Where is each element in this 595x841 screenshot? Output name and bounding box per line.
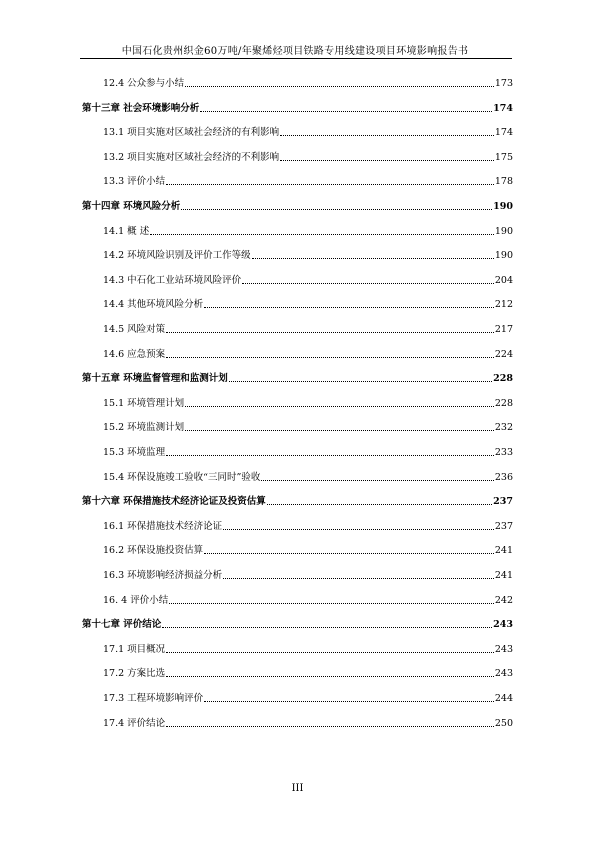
dot-leader xyxy=(185,430,494,431)
toc-entry-page: 224 xyxy=(494,348,513,360)
toc-section-entry[interactable] xyxy=(103,543,513,557)
toc-chapter-entry[interactable] xyxy=(82,494,513,508)
dot-leader xyxy=(223,578,494,579)
toc-section-entry[interactable] xyxy=(103,248,513,262)
toc-entry-page: 237 xyxy=(493,496,513,508)
dot-leader xyxy=(166,652,494,653)
toc-entry-page: 190 xyxy=(494,250,513,262)
toc-entry-label: 14.1 概 述 xyxy=(103,225,150,237)
toc-section-entry[interactable] xyxy=(103,150,513,164)
toc-entry-label: 13.3 评价小结 xyxy=(103,176,166,188)
toc-section-entry[interactable] xyxy=(103,519,513,533)
toc-chapter-entry[interactable] xyxy=(82,617,513,631)
toc-section-entry[interactable] xyxy=(103,125,513,139)
toc-entry-page: 204 xyxy=(494,274,513,286)
toc-entry-page: 190 xyxy=(494,225,513,237)
toc-section-entry[interactable] xyxy=(103,666,513,680)
dot-leader xyxy=(267,504,492,505)
toc-section-entry[interactable] xyxy=(103,445,513,459)
toc-entry-label: 13.2 项目实施对区域社会经济的不利影响 xyxy=(103,151,280,163)
toc-entry-page: 242 xyxy=(494,594,513,606)
toc-entry-label: 15.3 环境监理 xyxy=(103,447,166,458)
running-header: 中国石化贵州织金60万吨/年聚烯烃项目铁路专用线建设项目环境影响报告书 xyxy=(121,46,469,57)
dot-leader xyxy=(166,184,494,185)
dot-leader xyxy=(200,111,492,112)
toc-entry-label: 16. 4 评价小结 xyxy=(103,594,169,606)
dot-leader xyxy=(242,283,494,284)
toc-entry-page: 217 xyxy=(494,324,513,335)
toc-section-entry[interactable] xyxy=(103,568,513,582)
dot-leader xyxy=(204,553,494,554)
toc-section-entry[interactable] xyxy=(103,347,513,361)
toc-entry-page: 237 xyxy=(494,520,513,532)
toc-entry-page: 173 xyxy=(494,78,513,89)
dot-leader xyxy=(166,676,494,677)
toc-section-entry[interactable] xyxy=(103,322,513,336)
toc-entry-page: 244 xyxy=(494,693,513,704)
toc-entry-label: 17.3 工程环境影响评价 xyxy=(103,693,204,704)
toc-section-entry[interactable] xyxy=(103,593,513,607)
dot-leader xyxy=(181,209,492,210)
dot-leader xyxy=(204,307,494,308)
toc-entry-label: 15.1 环境管理计划 xyxy=(103,397,185,409)
dot-leader xyxy=(204,701,494,702)
toc-entry-page: 190 xyxy=(493,201,513,212)
dot-leader xyxy=(261,480,493,481)
toc-entry-page: 243 xyxy=(493,619,513,631)
header-rule xyxy=(80,58,512,59)
toc-section-entry[interactable] xyxy=(103,76,513,90)
toc-entry-label: 第十七章 评价结论 xyxy=(82,619,162,631)
toc-section-entry[interactable] xyxy=(103,396,513,410)
toc-entry-page: 175 xyxy=(494,151,513,163)
toc-entry-page: 241 xyxy=(494,570,513,581)
toc-section-entry[interactable] xyxy=(103,716,513,730)
toc-entry-label: 15.2 环境监测计划 xyxy=(103,422,185,434)
toc-section-entry[interactable] xyxy=(103,642,513,656)
toc-section-entry[interactable] xyxy=(103,224,513,238)
toc-entry-label: 17.2 方案比选 xyxy=(103,668,166,680)
dot-leader xyxy=(166,357,494,358)
dot-leader xyxy=(280,160,494,161)
toc-entry-page: 174 xyxy=(493,102,513,114)
toc-entry-page: 243 xyxy=(494,643,513,655)
toc-entry-label: 第十三章 社会环境影响分析 xyxy=(82,102,200,114)
toc-entry-page: 228 xyxy=(494,397,513,409)
toc-entry-label: 17.1 项目概况 xyxy=(103,643,166,655)
dot-leader xyxy=(280,135,494,136)
toc-entry-label: 13.1 项目实施对区域社会经济的有利影响 xyxy=(103,127,280,139)
dot-leader xyxy=(169,603,494,604)
toc-entry-label: 14.6 应急预案 xyxy=(103,348,166,360)
page-number: III xyxy=(291,783,304,794)
dot-leader xyxy=(185,86,494,87)
dot-leader xyxy=(185,406,494,407)
toc-chapter-entry[interactable] xyxy=(82,101,513,115)
toc-entry-page: 241 xyxy=(494,545,513,557)
toc-entry-label: 14.5 风险对策 xyxy=(103,324,166,335)
toc-section-entry[interactable] xyxy=(103,691,513,705)
toc-entry-page: 233 xyxy=(494,447,513,458)
dot-leader xyxy=(166,332,494,333)
toc-entry-label: 17.4 评价结论 xyxy=(103,717,166,729)
toc-entry-page: 212 xyxy=(494,299,513,311)
toc-entry-label: 16.1 环保措施技术经济论证 xyxy=(103,520,223,532)
toc-entry-label: 16.3 环境影响经济损益分析 xyxy=(103,570,223,581)
toc-section-entry[interactable] xyxy=(103,273,513,287)
toc-entry-label: 15.4 环保设施竣工验收“三同时”验收 xyxy=(103,471,261,483)
toc-entry-page: 236 xyxy=(494,471,513,483)
toc-entry-page: 178 xyxy=(494,176,513,188)
toc-entry-label: 第十六章 环保措施技术经济论证及投资估算 xyxy=(82,496,266,508)
toc-chapter-entry[interactable] xyxy=(82,371,513,385)
dot-leader xyxy=(162,627,492,628)
toc-entry-label: 14.3 中石化工业站环境风险评价 xyxy=(103,274,242,286)
toc-entry-page: 250 xyxy=(494,717,513,729)
toc-entry-page: 243 xyxy=(494,668,513,680)
toc-section-entry[interactable] xyxy=(103,174,513,188)
toc-entry-label: 14.2 环境风险识别及评价工作等级 xyxy=(103,250,251,262)
dot-leader xyxy=(223,529,494,530)
toc-entry-label: 第十四章 环境风险分析 xyxy=(82,201,181,212)
toc-chapter-entry[interactable] xyxy=(82,199,513,213)
toc-section-entry[interactable] xyxy=(103,420,513,434)
toc-entry-label: 12.4 公众参与小结 xyxy=(103,78,185,89)
dot-leader xyxy=(150,234,494,235)
dot-leader xyxy=(229,381,492,382)
toc-entry-label: 14.4 其他环境风险分析 xyxy=(103,299,204,311)
toc-entry-page: 232 xyxy=(494,422,513,434)
dot-leader xyxy=(166,726,494,727)
toc-section-entry[interactable] xyxy=(103,470,513,484)
toc-entry-label: 16.2 环保设施投资估算 xyxy=(103,545,204,557)
toc-entry-page: 174 xyxy=(494,127,513,139)
dot-leader xyxy=(166,455,494,456)
dot-leader xyxy=(252,258,494,259)
toc-entry-page: 228 xyxy=(493,373,513,385)
toc-entry-label: 第十五章 环境监督管理和监测计划 xyxy=(82,373,228,385)
toc-section-entry[interactable] xyxy=(103,297,513,311)
